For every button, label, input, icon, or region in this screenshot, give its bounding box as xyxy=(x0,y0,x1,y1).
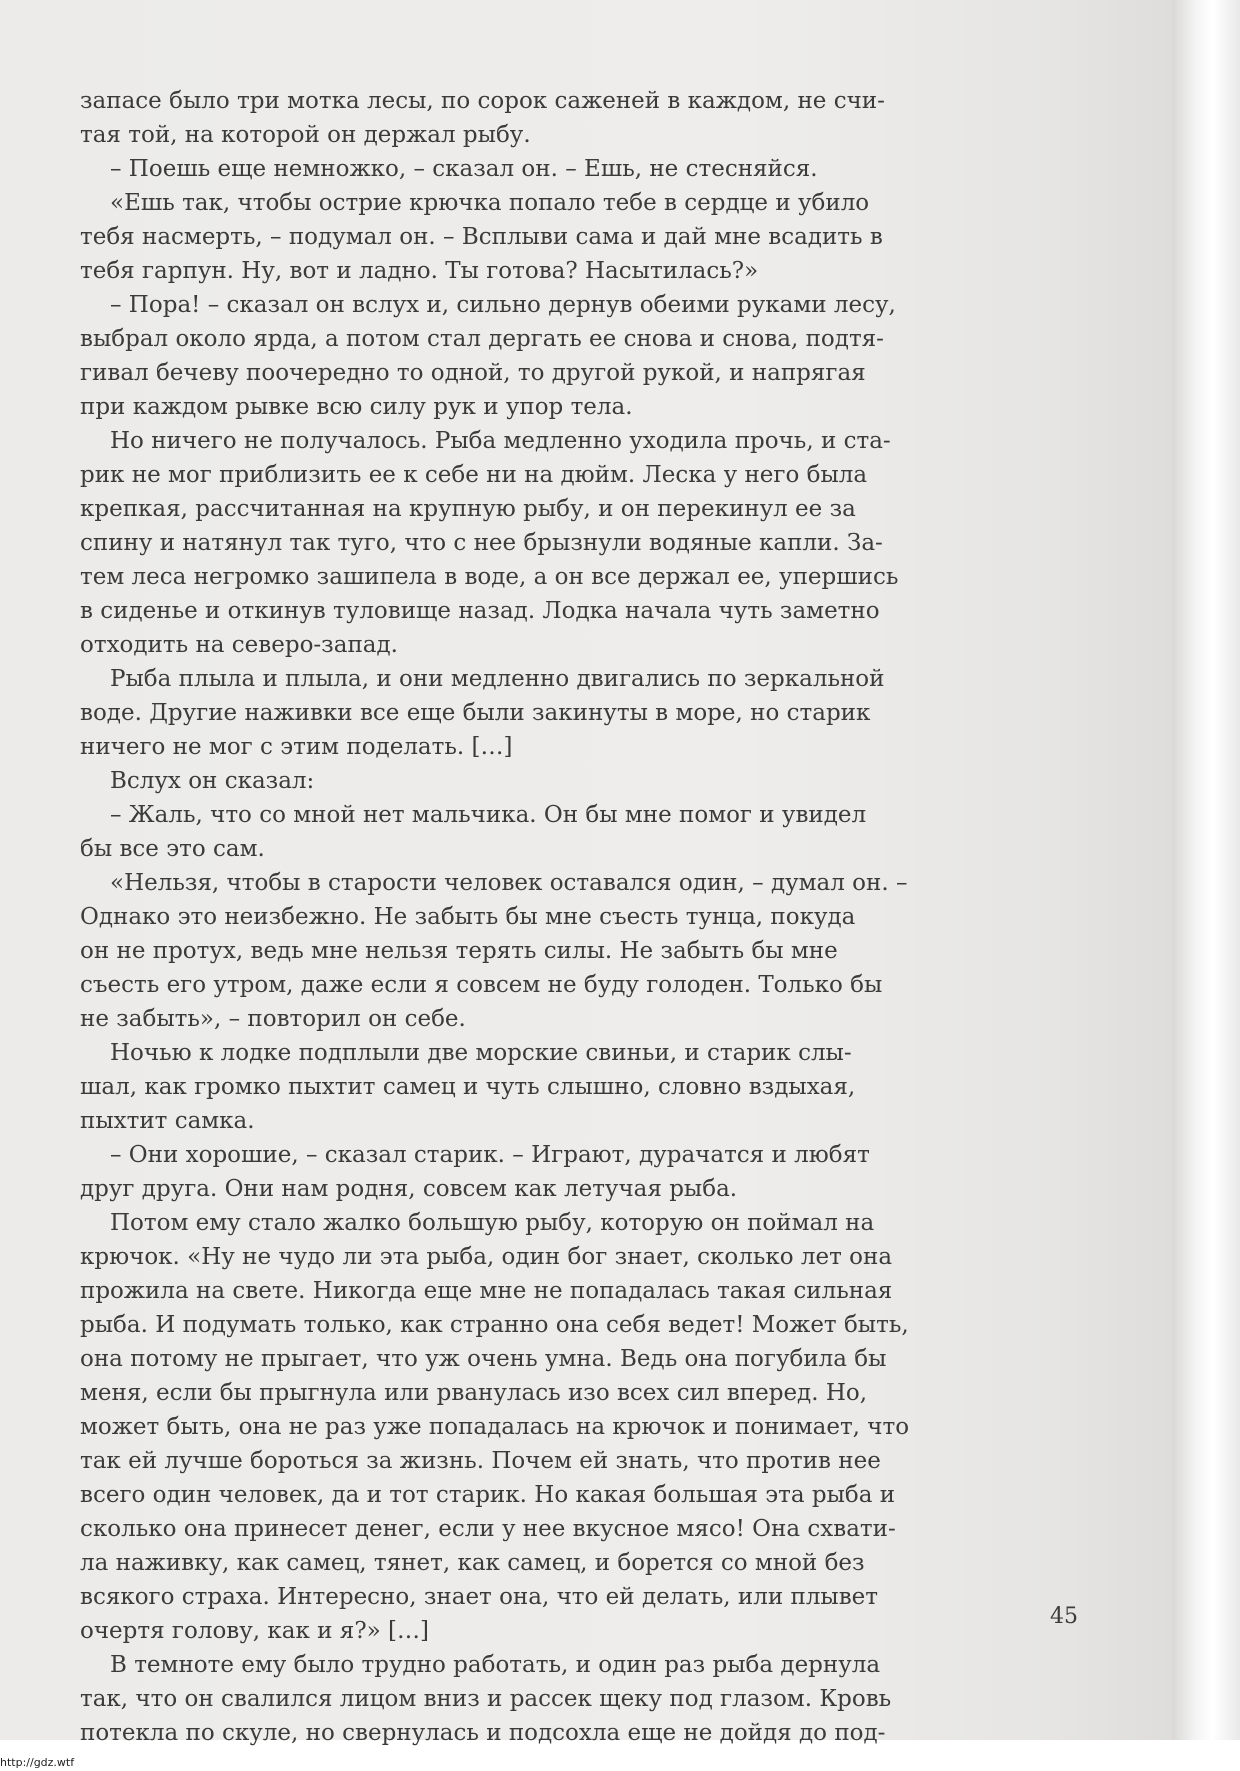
body-text xyxy=(80,84,1010,1750)
text-line: всякого страха. Интересно, знает она, что ей делать, или плывет xyxy=(80,1584,879,1610)
text-line: «Ешь так, чтобы острие крючка попало тебе в сердце и убило xyxy=(110,190,870,216)
page-edge-shadow xyxy=(1172,0,1240,1740)
text-line: – Пора! – сказал он вслух и, сильно дернув обеими руками лесу, xyxy=(110,292,896,318)
text-line: крючок. «Ну не чудо ли эта рыба, один бог знает, сколько лет она xyxy=(80,1244,893,1270)
text-line: запасе было три мотка лесы, по сорок саженей в каждом, не счи- xyxy=(80,88,885,114)
text-line: рик не мог приблизить ее к себе ни на дюйм. Леска у него была xyxy=(80,462,868,488)
text-line: – Поешь еще немножко, – сказал он. – Ешь, не стесняйся. xyxy=(110,156,818,182)
text-line: ничего не мог с этим поделать. […] xyxy=(80,734,513,760)
text-line: гивал бечеву поочередно то одной, то другой рукой, и напрягая xyxy=(80,360,866,386)
page-number: 45 xyxy=(1050,1604,1078,1629)
text-line: крепкая, рассчитанная на крупную рыбу, и он перекинул ее за xyxy=(80,496,856,522)
text-line: он не протух, ведь мне нельзя терять силы. Не забыть бы мне xyxy=(80,938,838,964)
text-line: тем леса негромко зашипела в воде, а он все держал ее, упершись xyxy=(80,564,899,590)
text-line: – Жаль, что со мной нет мальчика. Он бы мне помог и увидел xyxy=(110,802,867,828)
text-line: выбрал около ярда, а потом стал дергать ее снова и снова, подтя- xyxy=(80,326,884,352)
text-line: прожила на свете. Никогда еще мне не попадалась такая сильная xyxy=(80,1278,893,1304)
text-line: тебя гарпун. Ну, вот и ладно. Ты готова? Насытилась?» xyxy=(80,258,759,284)
text-line: воде. Другие наживки все еще были закинуты в море, но старик xyxy=(80,700,871,726)
text-line: Но ничего не получалось. Рыба медленно уходила прочь, и ста- xyxy=(110,428,891,454)
text-line: Вслух он сказал: xyxy=(110,768,315,794)
text-line: так ей лучше бороться за жизнь. Почем ей знать, что против нее xyxy=(80,1448,881,1474)
text-line: друг друга. Они нам родня, совсем как летучая рыба. xyxy=(80,1176,738,1202)
site-watermark-label: http://gdz.wtf xyxy=(0,1756,75,1769)
text-line: «Нельзя, чтобы в старости человек оставался один, – думал он. – xyxy=(110,870,908,896)
text-line: очертя голову, как и я?» […] xyxy=(80,1618,429,1644)
text-line: может быть, она не раз уже попадалась на крючок и понимает, что xyxy=(80,1414,910,1440)
text-line: Однако это неизбежно. Не забыть бы мне съесть тунца, покуда xyxy=(80,904,856,930)
text-line: В темноте ему было трудно работать, и один раз рыба дернула xyxy=(110,1652,881,1678)
text-line: потекла по скуле, но свернулась и подсохла еще не дойдя до под- xyxy=(80,1720,886,1746)
text-line: Ночью к лодке подплыли две морские свиньи, и старик слы- xyxy=(110,1040,852,1066)
text-line: так, что он свалился лицом вниз и рассек щеку под глазом. Кровь xyxy=(80,1686,892,1712)
text-line: она потому не прыгает, что уж очень умна. Ведь она погубила бы xyxy=(80,1346,887,1372)
text-line: отходить на северо-запад. xyxy=(80,632,398,658)
text-line: тебя насмерть, – подумал он. – Всплыви сама и дай мне всадить в xyxy=(80,224,883,250)
text-line: тая той, на которой он держал рыбу. xyxy=(80,122,531,148)
text-line: всего один человек, да и тот старик. Но какая большая эта рыба и xyxy=(80,1482,896,1508)
text-line: рыба. И подумать только, как странно она себя ведет! Может быть, xyxy=(80,1312,909,1338)
text-line: сколько она принесет денег, если у нее вкусное мясо! Она схвати- xyxy=(80,1516,896,1542)
text-line: Потом ему стало жалко большую рыбу, которую он поймал на xyxy=(110,1210,875,1236)
text-line: Рыба плыла и плыла, и они медленно двигались по зеркальной xyxy=(110,666,885,692)
text-line: шал, как громко пыхтит самец и чуть слышно, словно вздыхая, xyxy=(80,1074,856,1100)
text-line: в сиденье и откинув туловище назад. Лодка начала чуть заметно xyxy=(80,598,880,624)
text-line: при каждом рывке всю силу рук и упор тела. xyxy=(80,394,633,420)
text-line: – Они хорошие, – сказал старик. – Играют, дурачатся и любят xyxy=(110,1142,870,1168)
text-line: ла наживку, как самец, тянет, как самец, и борется со мной без xyxy=(80,1550,865,1576)
text-line: спину и натянул так туго, что с нее брызнули водяные капли. За- xyxy=(80,530,883,556)
text-line: пыхтит самка. xyxy=(80,1108,255,1134)
text-line: меня, если бы прыгнула или рванулась изо всех сил вперед. Но, xyxy=(80,1380,868,1406)
text-line: съесть его утром, даже если я совсем не буду голоден. Только бы xyxy=(80,972,883,998)
text-line: не забыть», – повторил он себе. xyxy=(80,1006,466,1032)
text-line: бы все это сам. xyxy=(80,836,265,862)
